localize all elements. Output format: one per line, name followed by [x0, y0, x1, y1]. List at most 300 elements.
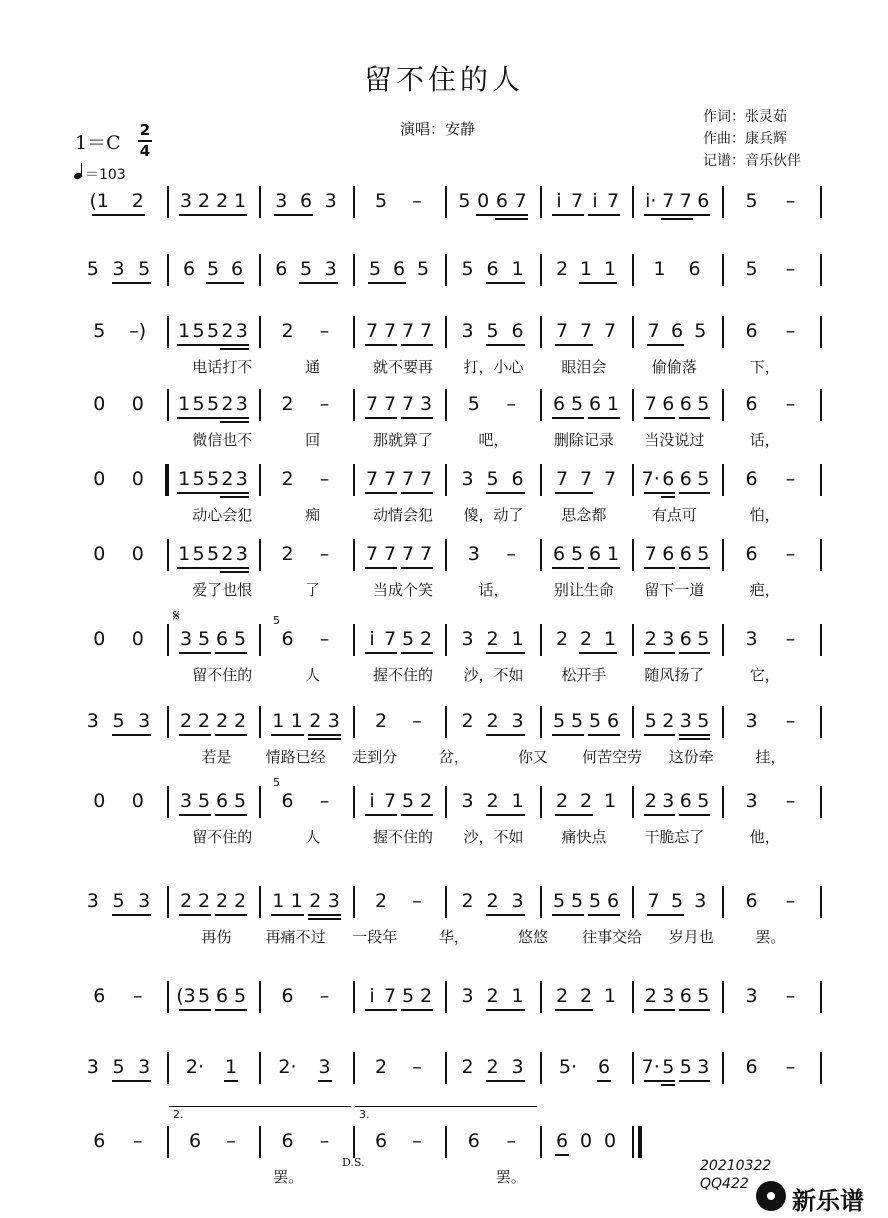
lyric-text: 沙，不如: [463, 828, 524, 846]
lyric-text: 罢。: [273, 1168, 304, 1186]
underline: [179, 734, 211, 736]
note: 6: [182, 258, 196, 280]
underline: [644, 1080, 676, 1082]
note: 2: [215, 190, 229, 212]
lyric-text: 往事交给: [582, 928, 643, 946]
note: 5: [401, 790, 415, 812]
lyric-text: 删除记录: [553, 431, 614, 449]
score-row: [0, 393, 888, 453]
note: 7: [644, 393, 657, 415]
note: –: [319, 985, 330, 1007]
lyric-text: 就不要再: [373, 358, 434, 376]
note: 6: [670, 320, 684, 342]
lyric-text: 回: [305, 431, 321, 449]
note: 0: [93, 543, 106, 565]
note: 7: [419, 543, 433, 565]
bar-line: [632, 706, 634, 738]
bar-line: [540, 186, 542, 218]
note: i: [592, 190, 598, 212]
underline: [679, 417, 711, 419]
bar-line: [722, 886, 724, 918]
note: 0: [131, 468, 144, 490]
note: 3: [179, 190, 193, 212]
note: 3: [86, 710, 99, 732]
note: 6: [679, 468, 692, 490]
underline: [555, 1009, 593, 1011]
lyric-text: 若是: [201, 748, 232, 766]
underline: [552, 567, 584, 569]
note: 2: [461, 710, 474, 732]
grace-note: 5: [273, 614, 280, 627]
underline: [555, 814, 593, 816]
underline: [486, 652, 525, 654]
note: 7·: [641, 468, 660, 490]
underline: [177, 417, 249, 419]
note: 2: [215, 890, 229, 912]
note: 5: [697, 710, 710, 732]
note: 2: [579, 628, 593, 650]
note: 2: [374, 1056, 388, 1078]
lyric-text: 留下一道: [644, 581, 705, 599]
note: 5·: [558, 1056, 578, 1078]
lyric-text: 这份牵: [668, 748, 714, 766]
underline: [679, 1009, 711, 1011]
note: 2: [221, 320, 234, 342]
note: 3: [511, 1056, 524, 1078]
note: 3: [327, 710, 340, 732]
underline: [552, 417, 584, 419]
underline: [179, 914, 211, 916]
note: 2: [486, 790, 499, 812]
note: 3: [662, 985, 675, 1007]
underline: [365, 567, 397, 569]
bar-line: [722, 389, 724, 421]
bar-line: [353, 316, 355, 348]
note: 6: [215, 985, 229, 1007]
underline: [308, 914, 341, 916]
note: 3: [467, 543, 480, 565]
note: 7: [383, 468, 397, 490]
note: 3: [461, 320, 474, 342]
note: 7: [365, 393, 379, 415]
bar-line: [540, 624, 542, 656]
bar-line: [632, 624, 634, 656]
bar-line: [167, 389, 169, 421]
note: –: [319, 543, 330, 565]
note: 0: [603, 1130, 617, 1152]
note: 7: [383, 628, 397, 650]
note: 3: [235, 320, 248, 342]
lyric-text: 了: [305, 581, 321, 599]
note: 3: [138, 710, 151, 732]
lyric-text: 人: [305, 666, 321, 684]
score-row: [0, 606, 888, 688]
double-underline: [661, 1084, 675, 1086]
bar-line: [259, 254, 261, 286]
note: 5: [461, 258, 474, 280]
bar-line: [445, 464, 447, 496]
double-underline: [308, 738, 341, 740]
underline: [112, 914, 152, 916]
bar-line: [820, 539, 822, 571]
note: 7: [679, 190, 692, 212]
note: 1: [511, 258, 524, 280]
bar-line: [167, 539, 169, 571]
note: 3: [745, 710, 758, 732]
underline: [177, 492, 249, 494]
note: 7: [514, 190, 527, 212]
note: 6: [688, 258, 701, 280]
underline: [486, 734, 525, 736]
lyric-text: 动情会犯: [373, 506, 434, 524]
underline: [588, 734, 620, 736]
score-row: [0, 258, 888, 318]
site-logo: [756, 1179, 878, 1213]
lyric-text: 握不住的: [373, 828, 434, 846]
note: 2: [281, 543, 294, 565]
note: 2: [374, 890, 388, 912]
note: 3: [327, 890, 340, 912]
note: 5: [467, 393, 480, 415]
score-row: [0, 190, 888, 250]
note: 2: [579, 985, 593, 1007]
note: 3: [694, 890, 707, 912]
lyric-text: 微信也不: [192, 431, 253, 449]
note: 5: [458, 190, 471, 212]
underline: [112, 734, 152, 736]
note: 3: [324, 258, 337, 280]
bar-line: [259, 706, 261, 738]
note: 2: [461, 890, 474, 912]
lyric-text: 话，: [749, 431, 780, 449]
note: 1: [579, 258, 593, 280]
underline: [368, 282, 406, 284]
note: –: [785, 790, 796, 812]
note: 7: [365, 320, 379, 342]
note: 5: [192, 320, 205, 342]
lyric-text: 偷偷落: [651, 358, 697, 376]
note: 3: [697, 1056, 710, 1078]
note: 6: [588, 543, 602, 565]
note: 5: [570, 393, 584, 415]
underline: [644, 734, 676, 736]
note: 5: [745, 190, 758, 212]
note: 5: [86, 258, 99, 280]
lyric-text: 握不住的: [373, 666, 434, 684]
underline: [401, 652, 433, 654]
bar-line: [722, 464, 724, 496]
note: 1: [233, 190, 247, 212]
note: 3: [179, 628, 193, 650]
bar-line: [632, 186, 634, 218]
bar-line: [632, 464, 634, 496]
note: 1: [290, 890, 303, 912]
note: 6: [215, 790, 229, 812]
score-row: [0, 543, 888, 603]
note: 6: [281, 1130, 294, 1152]
lyric-text: 那就算了: [373, 431, 434, 449]
note: 1: [178, 543, 191, 565]
note: 1: [603, 790, 617, 812]
note: –: [412, 890, 422, 912]
lyric-text: 话，: [478, 581, 509, 599]
note: 5: [697, 393, 710, 415]
lyric-text: 他，: [749, 828, 780, 846]
underline: [579, 652, 617, 654]
bar-line: [820, 886, 822, 918]
note: –: [133, 1130, 143, 1152]
note: 5: [197, 985, 211, 1007]
note: 7: [383, 320, 397, 342]
underline: [579, 282, 617, 284]
note: 2: [486, 628, 499, 650]
bar-line: [820, 624, 822, 656]
note: 5: [697, 790, 710, 812]
note: 2: [644, 628, 657, 650]
bar-line: [820, 389, 822, 421]
underline: [552, 914, 584, 916]
underline: [271, 914, 304, 916]
underline: [365, 417, 397, 419]
note: 6: [662, 543, 675, 565]
note: 7: [570, 190, 584, 212]
note: 6: [555, 1130, 569, 1152]
underline: [555, 1154, 569, 1156]
note: 7: [401, 393, 415, 415]
double-underline: [220, 496, 248, 498]
note: 3: [86, 1056, 99, 1078]
time-signature-top: 2: [139, 121, 151, 139]
note: 6: [281, 790, 294, 812]
underline: [644, 214, 711, 216]
note: 3: [235, 468, 248, 490]
lyric-text: 爱了也恨: [192, 581, 253, 599]
note: –: [785, 985, 796, 1007]
note: 3: [461, 468, 474, 490]
underline: [215, 814, 247, 816]
note: 5: [206, 320, 220, 342]
double-underline: [679, 738, 711, 740]
underline: [644, 652, 676, 654]
note: 2: [486, 710, 499, 732]
underline: [486, 814, 525, 816]
note: 3: [662, 790, 675, 812]
note: 6: [662, 468, 675, 490]
note: 6: [552, 393, 566, 415]
note: 2: [374, 710, 388, 732]
credits: [703, 106, 801, 172]
lyric-text: 眼泪会: [561, 358, 607, 376]
bar-line: [820, 1052, 822, 1084]
note: 1: [290, 710, 303, 732]
bar-line: [445, 706, 447, 738]
note: 6: [467, 1130, 480, 1152]
note: 7: [603, 468, 617, 490]
lyric-text: 别让生命: [553, 581, 614, 599]
singer-credit: 演唱：安静: [400, 120, 476, 138]
bar-line: [353, 389, 355, 421]
underline: [365, 492, 397, 494]
lyric-text: 悠悠: [518, 928, 549, 946]
note: 5: [192, 468, 205, 490]
note: 6: [93, 985, 106, 1007]
note: 1: [178, 320, 191, 342]
note: –: [785, 468, 796, 490]
bar-line: [167, 624, 169, 656]
note: –: [506, 543, 516, 565]
bar-line: [632, 1126, 634, 1158]
note: 5: [206, 258, 220, 280]
note: –: [506, 1130, 516, 1152]
note: 0: [93, 628, 106, 650]
note: 7: [555, 468, 569, 490]
lyric-text: 吧，: [478, 431, 509, 449]
note: 6: [511, 320, 524, 342]
note: 3: [511, 710, 524, 732]
underline: [486, 492, 525, 494]
time-signature-bottom: 4: [139, 142, 151, 160]
note: 1: [178, 393, 191, 415]
lyric-text: 再伤: [201, 928, 232, 946]
note: 0: [131, 790, 144, 812]
lyric-text: 一段年: [352, 928, 398, 946]
bar-line: [445, 254, 447, 286]
underline: [224, 1080, 238, 1082]
lyric-text: 下，: [749, 358, 780, 376]
underline: [588, 214, 620, 216]
underline: [215, 914, 247, 916]
note: 5: [662, 1056, 675, 1078]
volta-bracket: [169, 1106, 351, 1108]
note: 7: [555, 320, 569, 342]
note: 2: [486, 890, 499, 912]
logo-text: 新乐谱: [792, 1187, 864, 1215]
lyric-text: 留不住的: [192, 666, 253, 684]
note: 0: [579, 1130, 593, 1152]
underline: [588, 567, 620, 569]
note: 7: [401, 543, 415, 565]
lyric-text: 沙，不如: [463, 666, 524, 684]
note: –: [785, 890, 796, 912]
composer-credit: 作曲：康兵辉: [703, 131, 787, 147]
note: –: [785, 1056, 796, 1078]
note: 5: [401, 985, 415, 1007]
volta-number: 3.: [359, 1108, 370, 1121]
bar-line: [820, 786, 822, 818]
underline: [215, 1009, 247, 1011]
lyric-text: 罢。: [755, 928, 786, 946]
note: 6: [299, 190, 313, 212]
underline: [486, 1080, 525, 1082]
bar-line: [259, 1126, 261, 1158]
note: –: [319, 628, 330, 650]
bar-line: [353, 186, 355, 218]
note: 5: [206, 468, 220, 490]
note: 3: [179, 790, 193, 812]
bar-line: [353, 786, 355, 818]
underline: [476, 214, 528, 216]
note: 5: [570, 710, 584, 732]
bar-line: [353, 624, 355, 656]
note: 3: [138, 1056, 151, 1078]
note: 7: [419, 468, 433, 490]
lyric-text: 通: [305, 358, 321, 376]
note: –: [785, 543, 796, 565]
note: 3: [745, 628, 758, 650]
note: 7: [662, 190, 675, 212]
underline: [318, 1080, 332, 1082]
note: 7: [365, 468, 379, 490]
note: –: [785, 320, 796, 342]
double-underline: [495, 218, 528, 220]
bar-line: [259, 1052, 261, 1084]
underline: [299, 282, 338, 284]
note: 2: [555, 790, 569, 812]
score-row: [0, 468, 888, 528]
note: 7: [383, 790, 397, 812]
note: 3: [745, 790, 758, 812]
note: 2: [419, 985, 433, 1007]
note: 2: [419, 790, 433, 812]
note: 5: [192, 393, 205, 415]
note: 7: [606, 190, 620, 212]
bar-line: [722, 1052, 724, 1084]
underline: [588, 914, 620, 916]
note: 2: [419, 628, 433, 650]
underline: [271, 734, 304, 736]
note: 3: [419, 393, 433, 415]
note: 3: [461, 790, 474, 812]
note: 2: [555, 628, 569, 650]
note: 2·: [278, 1056, 297, 1078]
underline: [644, 1009, 676, 1011]
note: 5: [486, 468, 499, 490]
note: 5: [233, 628, 247, 650]
note: 6: [745, 1056, 758, 1078]
bar-line: [632, 786, 634, 818]
bar-line: [353, 464, 355, 496]
note: 5: [206, 393, 220, 415]
lyric-text: 情路已经: [265, 748, 326, 766]
lyric-text: 痛快点: [561, 828, 607, 846]
note: –: [412, 190, 422, 212]
underline: [179, 652, 211, 654]
date-text: 20210322: [700, 1158, 772, 1174]
note: i: [556, 190, 562, 212]
bar-line: [820, 254, 822, 286]
lyric-text: 有点可: [651, 506, 697, 524]
bar-line: [632, 539, 634, 571]
note: 2: [197, 190, 211, 212]
bar-line: [820, 706, 822, 738]
bar-line: [540, 254, 542, 286]
bar-line: [445, 186, 447, 218]
bar-line: [540, 786, 542, 818]
note: (3: [176, 985, 196, 1007]
bar-line: [722, 186, 724, 218]
note: 5: [112, 710, 125, 732]
bar-line: [167, 886, 169, 918]
key-signature: 1＝C: [75, 132, 121, 154]
note: 6: [745, 890, 758, 912]
underline: [365, 652, 397, 654]
note: 2: [221, 468, 234, 490]
bar-line: [722, 786, 724, 818]
note: 3: [318, 1056, 331, 1078]
note: 6: [662, 393, 675, 415]
note: i: [369, 628, 375, 650]
note: 6: [679, 790, 692, 812]
